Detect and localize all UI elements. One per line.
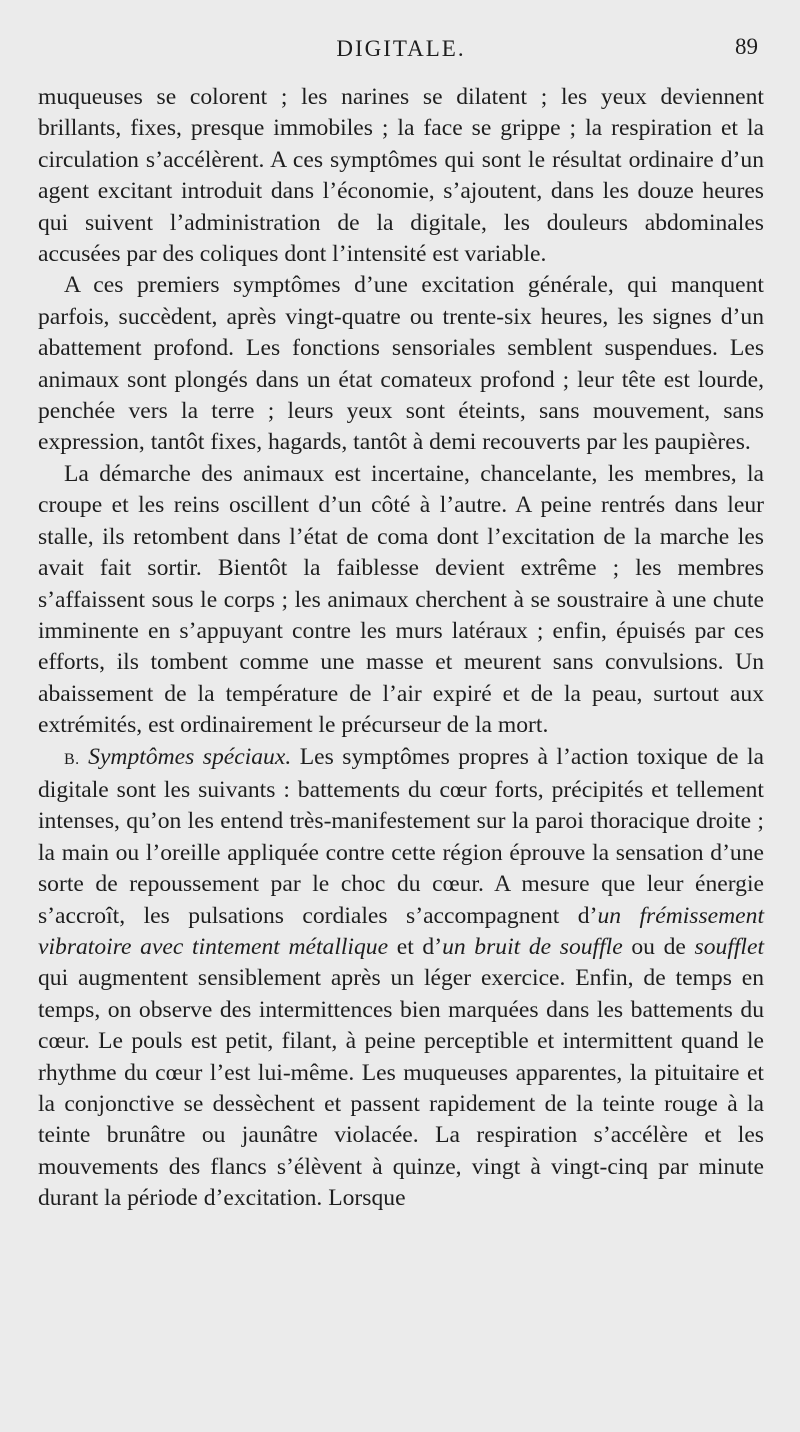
paragraph-special-symptoms [38, 742, 764, 1215]
italic-phrase: un frémissement vibratoire avec tintement métallique [38, 902, 764, 960]
italic-phrase: soufflet [694, 933, 765, 960]
paragraph-gait: La démarche des animaux est incertaine, chancelante, les membres, la croupe et les reins oscillent d’un côté à l’autre. A peine rentrés dans leur stalle, ils retombent dans l’état de coma dont l’excitation de la marche les avait fait sortir. Bientôt la faiblesse devient extrême ; les membres s’affaissent sous le corps ; les animaux cherchent à se soustraire à une chute imminente en s’appuyant contre les murs latéraux ; enfin, épuisés par ces efforts, ils tombent comme une masse et meurent sans convulsions. Un abaissement de la température de l’air expiré et de la peau, surtout aux extrémités, est ordinairement le précurseur de la mort. [38, 460, 764, 739]
text-segment: ou de [622, 933, 695, 960]
section-label: B. [64, 750, 80, 768]
running-title: DIGITALE. [336, 36, 466, 61]
italic-phrase: un bruit de souffle [442, 933, 623, 960]
body-text [38, 82, 764, 1215]
text-segment: qui augmentent sensiblement après un léger exercice. Enfin, de temps en temps, on observe des intermittences bien marquées dans les battements du cœur. Le pouls est petit, filant, à peine perceptible et intermittent quand le rhythme du cœur l’est lui-même. Les muqueuses apparentes, la pituitaire et la conjonctive se dessèchent et passent rapidement de la teinte rouge à la teinte brunâtre ou jaunâtre violacée. La respiration s’accélère et les mouvements des flancs s’élèvent à quinze, vingt à vingt-cinq par minute durant la période d’excitation. Lorsque [38, 965, 764, 1212]
section-heading: Symptômes spéciaux. [88, 743, 292, 770]
text-segment: Les symptômes propres à l’action toxique de la digitale sont les suivants : battements du cœur forts, précipités et tellement intenses, qu’on les entend très-manifestement sur la paroi thoracique droite ; la main ou l’oreille appliquée contre cette région éprouve la sensation d’une sorte de repoussement par le choc du cœur. A mesure que leur énergie s’accroît, les pulsations cordiales s’accompagnent d’ [38, 743, 764, 929]
page-header [38, 30, 764, 82]
page-number: 89 [735, 34, 758, 59]
paragraph-general-symptoms: A ces premiers symptômes d’une excitation générale, qui manquent parfois, succèdent, après vingt-quatre ou trente-six heures, les signes d’un abattement profond. Les fonctions sensoriales semblent suspendues. Les animaux sont plongés dans un état comateux profond ; leur tête est lourde, penchée vers la terre ; leurs yeux sont éteints, sans mouvement, sans expression, tantôt fixes, hagards, tantôt à demi recouverts par les paupières. [38, 272, 764, 456]
paragraph-continuation: muqueuses se colorent ; les narines se dilatent ; les yeux deviennent brillants, fixes, presque immobiles ; la face se grippe ; la respiration et la circulation s’accélèrent. A ces symptômes qui sont le résultat ordinaire d’un agent excitant introduit dans l’économie, s’ajoutent, dans les douze heures qui suivent l’administration de la digitale, les douleurs abdominales accusées par des coliques dont l’intensité est variable. [38, 84, 764, 268]
text-segment: et d’ [388, 933, 443, 960]
